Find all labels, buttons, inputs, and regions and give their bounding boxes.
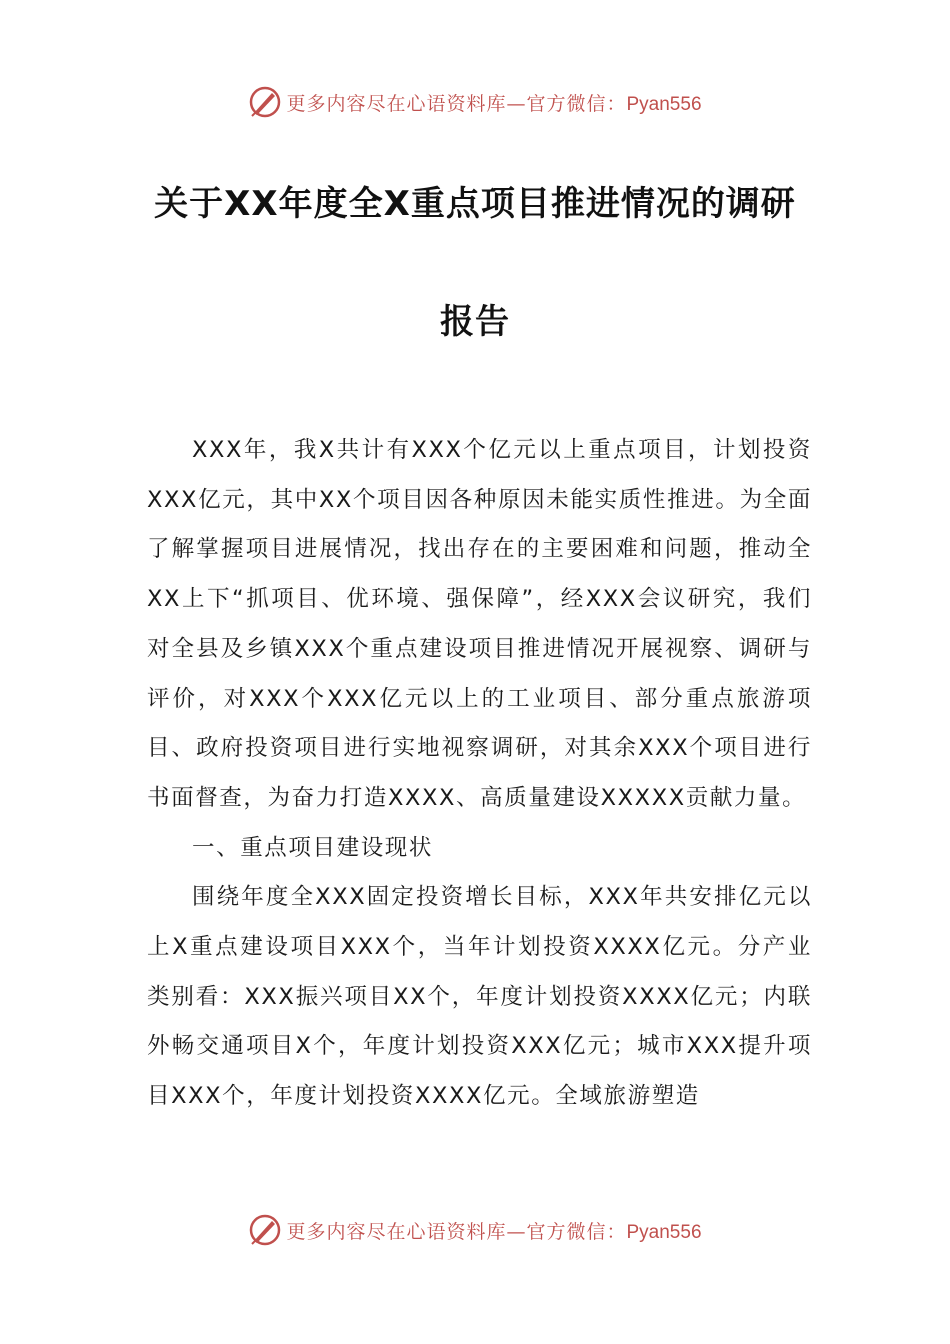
footer-banner [0, 1210, 950, 1250]
document-title-line1: 关于XX年度全X重点项目推进情况的调研 [154, 184, 796, 224]
body-paragraph: XXX年，我X共计有XXX个亿元以上重点项目，计划投资XXX亿元，其中XX个项目因各种原因未能实质性推进。为全面了解掌握项目进展情况，找出存在的主要困难和问题，推动全XX上下“抓项目、优环境、强保障”，经XXX会议研究，我们对全县及乡镇XXX个重点建设项目推进情况开展视察、调研与评价，对XXX个XXX亿元以上的工业项目、部分重点旅游项目、政府投资项目进行实地视察调研，对其余XXX个项目进行书面督查，为奋力打造XXXX、高质量建设XXXXX贡献力量。 [147, 437, 812, 811]
section-heading: 一、重点项目建设现状 [192, 834, 434, 861]
wechat-id: Pyan556 [626, 1221, 702, 1243]
banner-text: 更多内容尽在心语资料库—官方微信：Pyan556 [286, 92, 702, 115]
document-body [147, 426, 812, 1122]
document-title-line2: 报告 [440, 302, 510, 342]
body-paragraph: 围绕年度全XXX固定投资增长目标，XXX年共安排亿元以上X重点建设项目XXX个，当年计划投资XXXX亿元。分产业类别看：XXX振兴项目XX个，年度计划投资XXXX亿元；内联外畅交通项目X个，年度计划投资XXX亿元；城市XXX提升项目XXX个，年度计划投资XXXX亿元。全域旅游塑造 [147, 884, 812, 1110]
pen-circle-logo-icon [248, 85, 282, 119]
header-banner [0, 82, 950, 122]
banner-text: 更多内容尽在心语资料库—官方微信：Pyan556 [286, 1220, 702, 1243]
wechat-id: Pyan556 [626, 93, 702, 115]
pen-circle-logo-icon [248, 1213, 282, 1247]
